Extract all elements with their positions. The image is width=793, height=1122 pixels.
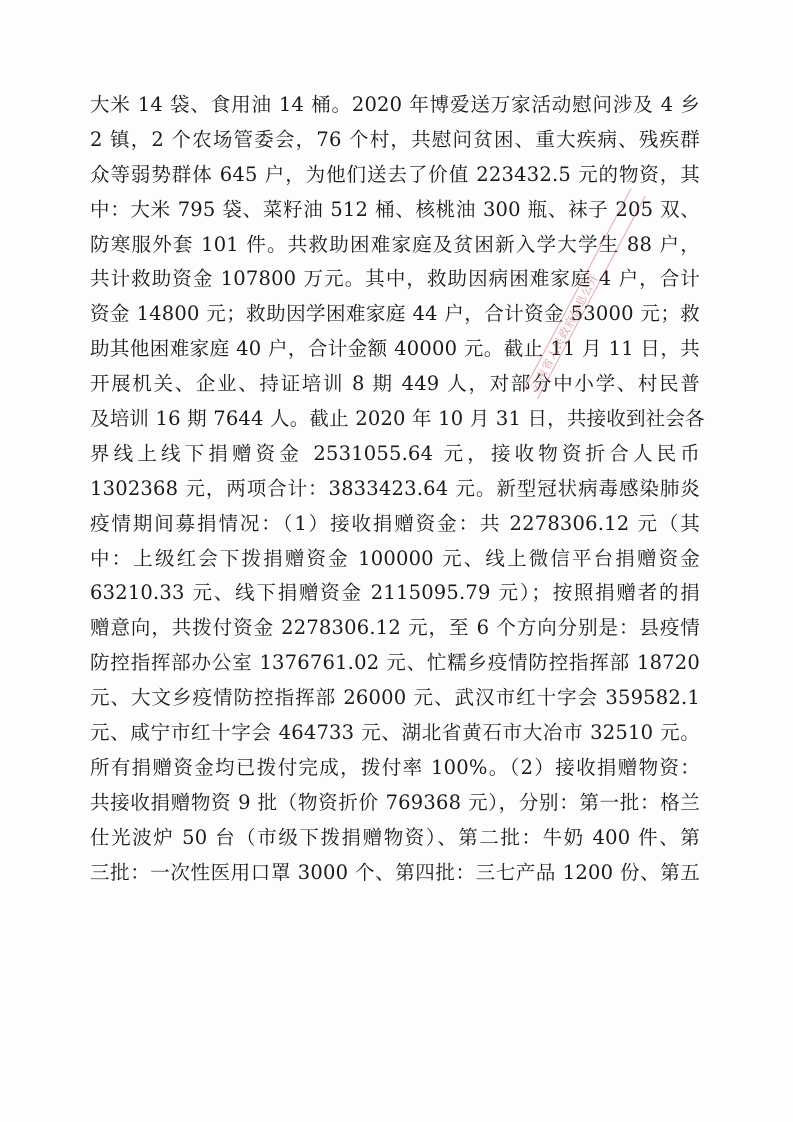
text-line: 共计救助资金 107800 万元。其中，救助因病困难家庭 4 户，合计	[90, 267, 700, 291]
text-line: 开展机关、企业、持证培训 8 期 449 人，对部分中小学、村民普	[90, 372, 700, 396]
text-line: 1302368 元，两项合计：3833423.64 元。新型冠状病毒感染肺炎	[90, 476, 700, 500]
text-line: 资金 14800 元；救助因学困难家庭 44 户，合计资金 53000 元；救	[90, 302, 700, 326]
text-line: 界线上线下捐赠资金 2531055.64 元，接收物资折合人民币	[90, 441, 700, 465]
text-line: 仕光波炉 50 台（市级下拨捐赠物资）、第二批：牛奶 400 件、第	[90, 825, 700, 849]
text-line: 防寒服外套 101 件。共救助困难家庭及贫困新入学大学生 88 户，	[90, 232, 700, 256]
text-line: 防控指挥部办公室 1376761.02 元、忙糯乡疫情防控指挥部 18720	[90, 651, 700, 675]
text-line: 三批：一次性医用口罩 3000 个、第四批：三七产品 1200 份、第五	[90, 860, 700, 884]
text-line: 大米 14 袋、食用油 14 桶。2020 年博爱送万家活动慰问涉及 4 乡	[90, 93, 700, 116]
text-line: 共接收捐赠物资 9 批（物资折价 769368 元），分别：第一批：格兰	[90, 790, 700, 814]
stamp-text: 云南省人民政府信息公开	[528, 270, 602, 394]
text-line: 赠意向，共拨付资金 2278306.12 元，至 6 个方向分别是：县疫情	[90, 616, 700, 640]
text-line: 及培训 16 期 7644 人。截止 2020 年 10 月 31 日，共接收到社会各	[90, 407, 705, 431]
body-text	[90, 88, 705, 890]
text-line: 助其他困难家庭 40 户，合计金额 40000 元。截止 11 月 11 日，共	[90, 337, 700, 361]
text-line: 所有捐赠资金均已拨付完成，拨付率 100%。（2）接收捐赠物资：	[90, 755, 700, 779]
text-line: 63210.33 元、线下捐赠资金 2115095.79 元）；按照捐赠者的捐	[90, 581, 700, 605]
text-line: 中：大米 795 袋、菜籽油 512 桶、核桃油 300 瓶、袜子 205 双、	[90, 197, 700, 221]
text-line: 元、大文乡疫情防控指挥部 26000 元、武汉市红十字会 359582.1	[90, 686, 700, 710]
text-line: 元、咸宁市红十字会 464733 元、湖北省黄石市大冶市 32510 元。	[90, 721, 700, 745]
text-line: 中：上级红会下拨捐赠资金 100000 元、线上微信平台捐赠资金	[90, 546, 700, 570]
text-line: 众等弱势群体 645 户，为他们送去了价值 223432.5 元的物资，其	[90, 162, 700, 186]
text-line: 疫情期间募捐情况：（1）接收捐赠资金：共 2278306.12 元（其	[90, 511, 700, 535]
text-line: 2 镇，2 个农场管委会，76 个村，共慰问贫困、重大疾病、残疾群	[90, 127, 700, 151]
